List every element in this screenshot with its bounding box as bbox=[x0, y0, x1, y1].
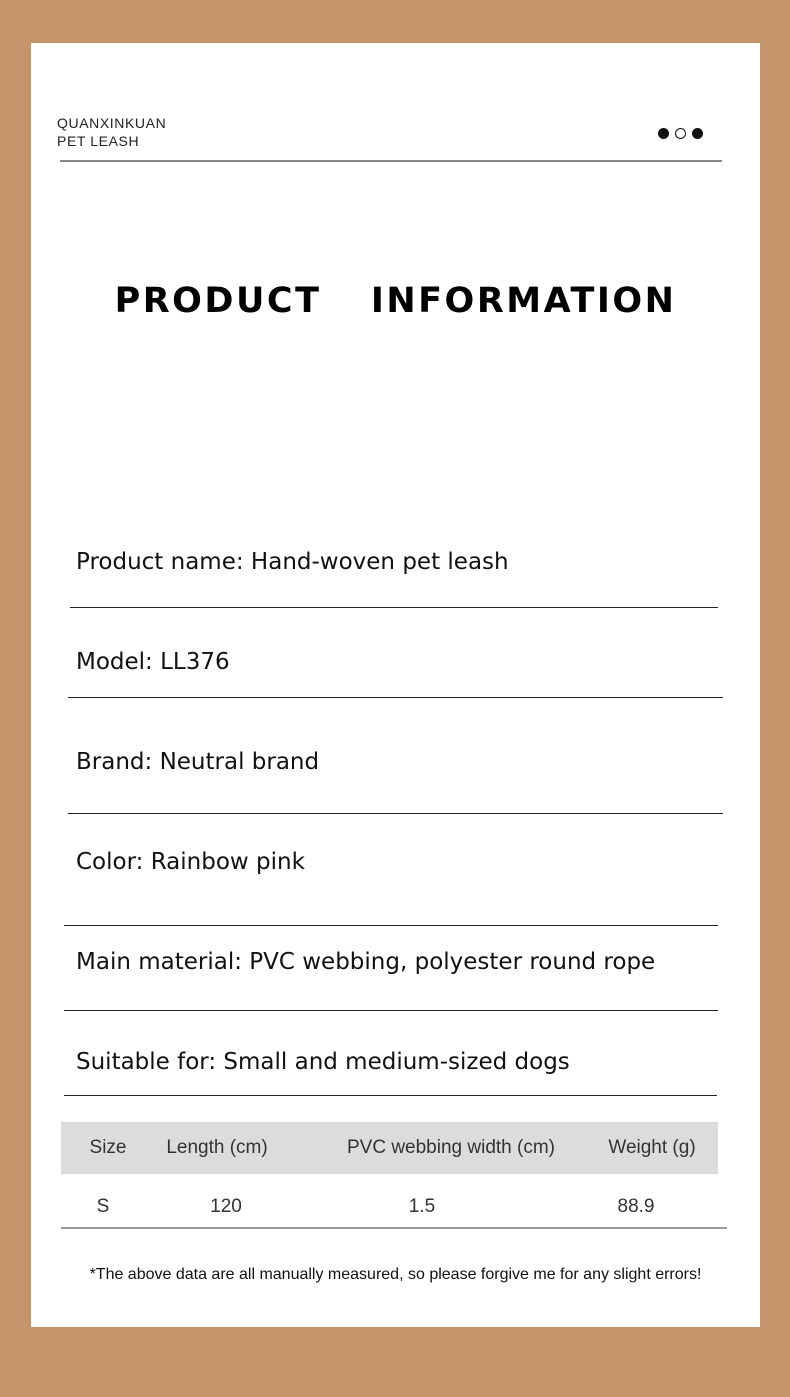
info-color: Color: Rainbow pink bbox=[76, 849, 305, 875]
page-title: PRODUCT INFORMATION bbox=[114, 281, 677, 321]
hollow-dot-icon bbox=[675, 128, 686, 139]
table-header-weight: Weight (g) bbox=[608, 1137, 696, 1158]
brand-name: QUANXINKUAN bbox=[57, 115, 167, 131]
info-material: Main material: PVC webbing, polyester round rope bbox=[76, 949, 656, 975]
table-cell-width: 1.5 bbox=[408, 1196, 436, 1217]
table-cell-weight: 88.9 bbox=[617, 1196, 655, 1217]
filled-dot-icon bbox=[658, 128, 669, 139]
info-product-name: Product name: Hand-woven pet leash bbox=[76, 549, 509, 575]
table-header-length: Length (cm) bbox=[166, 1137, 268, 1158]
table-cell-size: S bbox=[96, 1196, 110, 1217]
brand-subtitle: PET LEASH bbox=[57, 133, 140, 149]
info-suitable-for: Suitable for: Small and medium-sized dogs bbox=[76, 1049, 570, 1075]
decorative-dots bbox=[658, 128, 703, 139]
table-header-size: Size bbox=[89, 1137, 127, 1158]
table-bottom-rule bbox=[61, 1227, 727, 1229]
info-divider bbox=[64, 1095, 717, 1096]
header-divider bbox=[60, 160, 722, 162]
product-info-card bbox=[31, 43, 760, 1327]
info-divider bbox=[68, 697, 723, 698]
brand-block bbox=[57, 114, 166, 150]
table-cell-length: 120 bbox=[210, 1196, 242, 1217]
info-divider bbox=[70, 607, 718, 608]
info-divider bbox=[64, 1010, 718, 1011]
info-brand: Brand: Neutral brand bbox=[76, 749, 320, 775]
table-header-width: PVC webbing width (cm) bbox=[346, 1137, 556, 1158]
info-divider bbox=[68, 813, 723, 814]
info-divider bbox=[64, 925, 718, 926]
footnote: *The above data are all manually measured, so please forgive me for any slight errors! bbox=[89, 1266, 702, 1283]
info-model: Model: LL376 bbox=[76, 649, 230, 675]
filled-dot-icon bbox=[692, 128, 703, 139]
